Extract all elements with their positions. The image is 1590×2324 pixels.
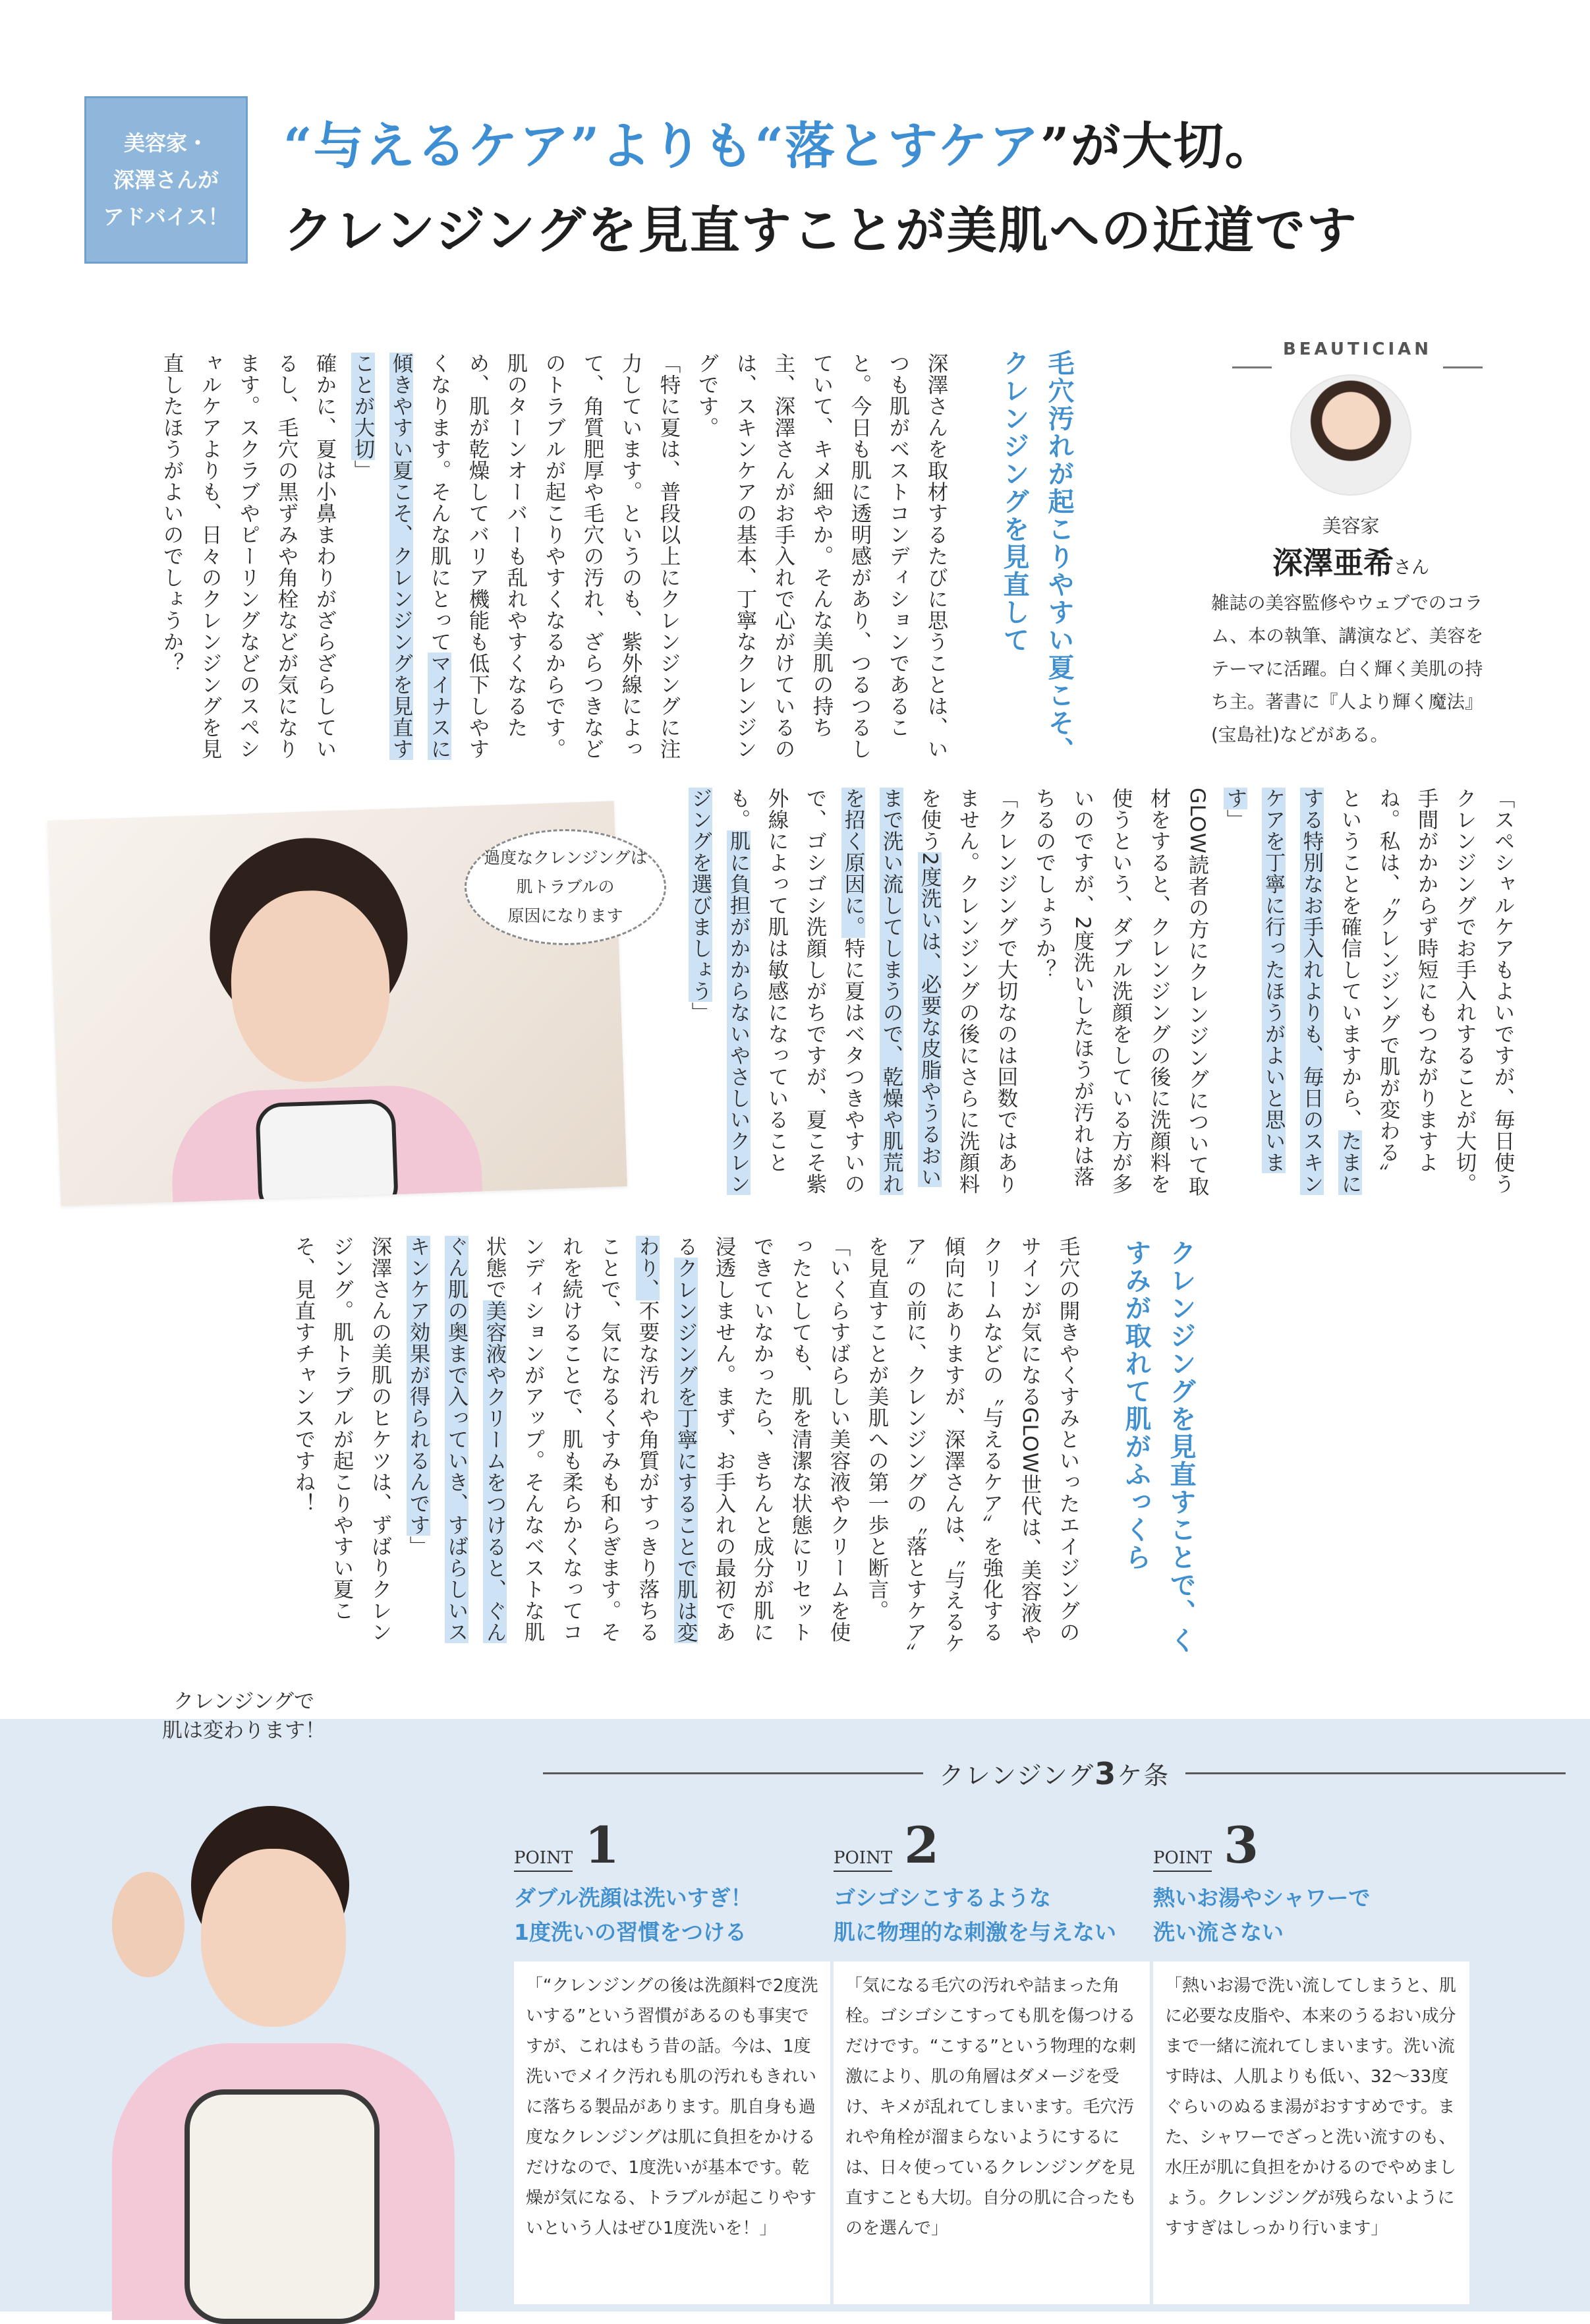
profile-photo (1290, 374, 1411, 496)
advisor-badge (84, 96, 248, 264)
ok-gesture-photo (86, 1780, 468, 2311)
text-run: 」 (689, 1002, 712, 1024)
highlight: たまにする特別なお手入れよりも、毎日のスキンケアを丁寧に行ったほうがよいと思います (1224, 788, 1362, 1195)
photo-hand (112, 1872, 185, 1977)
badge-line: アドバイス！ (103, 204, 229, 229)
section2-body (86, 1236, 1087, 1658)
text-run: 」 (407, 1536, 430, 1557)
point-body: 「熱いお湯で洗い流してしまうと、肌に必要な皮脂や、本来のうるおい成分まで一緒に流れてしまいます。洗い流す時は、人肌よりも低い、32〜33度ぐらいのぬるま湯がおすすめです。また、シャワーでざっと洗い流すのも、水圧が肌に負担をかけるのでやめましょう。クレンジングが残らないようにすすぎはしっかり行います」 (1153, 1961, 1469, 2304)
point-heading-line: ゴシゴシこするような (834, 1885, 1051, 1911)
highlight: クレンジングを丁寧にすることで肌は変わり、 (636, 1236, 698, 1643)
highlight: 2度洗いは、必要な皮脂やうるおいまで洗い流してしまうので、乾燥や肌荒れを招く原因に。 (841, 788, 942, 1195)
headline-quote: “ (754, 117, 785, 175)
headline-line-2: クレンジングを見直すことが美肌への近道です (283, 201, 1358, 260)
rules-title (527, 1747, 1581, 1799)
text-run: 不要な汚れや角質がすっきり落ちることで、気になるくすみも和らぎます。それを続けることで、肌も柔らかくなってコンディションがアップ。そんなベストな肌状態で (483, 1236, 660, 1643)
paragraph (681, 788, 1025, 1203)
paragraph (399, 1236, 858, 1658)
paragraph: 深澤さんを取材するたびに思うことは、いつも肌がベストコンディションであること。今日も肌に透明感があり、つるつるしていて、キメ細やか。そんな美肌の持ち主、深澤さんがお手入れで心がけているのは、スキンケアの基本、丁寧なクレンジングです。 (695, 353, 948, 760)
section1-body-upper (72, 353, 955, 761)
point-word: POINT (1153, 1848, 1212, 1872)
headline-phrase-removing-care: 落とすケア (785, 117, 1040, 175)
profile-bio: 雑誌の美容監修やウェブでのコラム、本の執筆、講演など、美容をテーマに活躍。白く輝く美肌の持ち主。著書に『人より輝く魔法』(宝島社)などがある。 (1211, 593, 1484, 745)
photo-print (255, 1099, 399, 1206)
headline-tail: ”が大切。 (1040, 117, 1276, 175)
rules-title-text (939, 1755, 1170, 1791)
point-number: 1 (584, 1816, 620, 1874)
profile-name (1212, 539, 1489, 583)
divider (1443, 366, 1483, 368)
point-label (834, 1816, 1150, 1874)
point-2 (834, 1816, 1150, 2304)
point-number: 2 (904, 1816, 940, 1874)
profile-role: 美容家 (1322, 515, 1380, 537)
headline-phrase-giving-care: 与えるケア (313, 117, 571, 175)
highlight: 美容液やクリームをつけると、ぐんぐん肌の奥まで入っていき、すばらしいスキンケア効果が得られるんです (407, 1236, 507, 1643)
highlight: マイナスに傾きやすい夏こそ、クレンジングを見直すことが大切 (351, 353, 451, 760)
name-text: 深澤亜希 (1272, 545, 1394, 581)
panel-speech-line: クレンジングで (173, 1690, 315, 1714)
paragraph: 確かに、夏は小鼻まわりがざらざらしているし、毛穴の黒ずみや角栓などが気になります。スクラブやピーリングなどのスペシャルケアよりも、日々のクレンジングを見直したほうがよいのでしょうか？ (160, 353, 337, 760)
badge-line: 美容家・ (123, 131, 208, 156)
rules-title-a: クレンジング (938, 1760, 1095, 1790)
text-run: 「特に夏は、普段以上にクレンジングに注力しています。というのも、紫外線によって、角質肥厚や毛穴の汚れ、ざらつきなどのトラブルが起こりやすくなるからです。肌のターンオーバーも乱れやすくなるため、肌が乾燥してバリア機能も低下しやすくなります。そんな肌にとって (428, 353, 681, 760)
point-number: 3 (1224, 1816, 1259, 1874)
point-heading-line: 洗い流さない (1153, 1919, 1284, 1945)
point-label (514, 1816, 830, 1874)
point-label (1153, 1816, 1469, 1874)
point-3 (1153, 1816, 1469, 2304)
divider (1232, 366, 1272, 368)
text-run: 「スペシャルケアもよいですが、毎日使うクレンジングでお手入れすることが大切。手間がかからず時短にもつながりますよね。私は、〝クレンジングで肌が変わる〟ということを確信していますから、 (1338, 788, 1515, 1195)
text-run: 「いくらすばらしい美容液やクリームを使ったとしても、肌を清潔な状態にリセットできていなかったら、きちんと成分が肌に浸透しません。まず、お手入れの最初である (674, 1236, 851, 1643)
section1-body-lower (689, 788, 1522, 1203)
headline-quote: ”よりも (570, 117, 755, 175)
text-run: 」 (351, 459, 375, 481)
rules-title-num: 3 (1094, 1755, 1118, 1791)
point-heading (514, 1881, 830, 1950)
point-word: POINT (834, 1848, 892, 1872)
paragraph: 深澤さんの美肌のヒケツは、ずばりクレンジング。肌トラブルが起こりやすい夏こそ、見直すチャンスですね！ (292, 1236, 392, 1643)
beautician-label: BEAUTICIAN (1282, 339, 1433, 359)
headline-quote: “ (283, 117, 314, 175)
point-body: 「気になる毛穴の汚れや詰まった角栓。ゴシゴシこすっても肌を傷つけるだけです。“こする”という物理的な刺激により、肌の角層はダメージを受け、キメが乱れてしまいます。毛穴汚れや角栓が溜まらないようにするには、日々使っているクレンジングを見直すことも大切。自分の肌に合ったものを選んで」 (834, 1961, 1150, 2304)
panel-speech-line: 肌は変わります！ (162, 1719, 326, 1743)
point-1 (514, 1816, 830, 2304)
section1-title: 毛穴汚れが起こりやすい夏こそ、クレンジングを見直して (999, 349, 1074, 765)
paragraph: GLOW読者の方にクレンジングについて取材をすると、クレンジングの後に洗顔料を使うという、ダブル洗顔をしている方が多いのですが、2度洗いしたほうが汚れは落ちるのでしょうか？ (1033, 788, 1209, 1197)
text-run: 特に夏はベタつきやすいので、ゴシゴシ洗顔しがちですが、夏こそ紫外線によって肌は敏感になっていることも。 (727, 788, 865, 1195)
bubble-line: 過度なクレンジングは (484, 848, 647, 867)
headline (283, 104, 1548, 273)
point-heading-line: ダブル洗顔は洗いすぎ！ (514, 1885, 752, 1911)
paragraph (1216, 788, 1522, 1203)
point-heading (1153, 1881, 1469, 1950)
bubble-line: 肌トラブルの (516, 877, 615, 896)
point-heading-line: 肌に物理的な刺激を与えない (834, 1919, 1116, 1945)
point-body: 「“クレンジングの後は洗顔料で2度洗いする”という習慣があるのも事実ですが、これはもう昔の話。今は、1度洗いでメイク汚れも肌の汚れもきれいに落ちる製品があります。肌自身も過度なクレンジングは肌に負担をかけるだけなので、1度洗いが基本です。乾燥が気になる、トラブルが起こりやすいという人はぜひ1度洗いを！」 (514, 1961, 830, 2304)
name-honorific: さん (1394, 558, 1429, 578)
highlight: 肌に負担がかからないやさしいクレンジングを選びましょう (689, 788, 751, 1195)
point-heading-line: 熱いお湯やシャワーで (1153, 1885, 1371, 1911)
photo-face (201, 1849, 346, 2027)
headline-line-1 (283, 104, 1548, 189)
badge-line: 深澤さんが (113, 167, 219, 192)
point-word: POINT (514, 1848, 573, 1872)
bubble-line: 原因になります (507, 906, 623, 925)
paragraph (344, 353, 688, 761)
photo-print (185, 2089, 380, 2324)
panel-speech (152, 1687, 336, 1745)
section2-title: クレンジングを見直すことで、くすみが取れて肌がふっくら (1121, 1239, 1196, 1654)
point-heading-line: 1度洗いの習慣をつける (514, 1919, 747, 1945)
text-run: 」 (1224, 809, 1247, 830)
speech-bubble (465, 829, 666, 945)
text-run: 「クレンジングで大切なのは回数ではありません。クレンジングの後にさらに洗顔料を使う (918, 788, 1018, 1195)
paragraph: 毛穴の開きやくすみといったエイジングのサインが気になるGLOW世代は、美容液やクリームなどの〝与えるケア〟を強化する傾向にありますが、深澤さんは、〝与えるケア〟の前に、クレンジングの〝落とすケア〟を見直すことが美肌への第一歩と断言。 (865, 1236, 1080, 1654)
point-heading (834, 1881, 1150, 1950)
rules-title-b: ケ条 (1117, 1760, 1170, 1790)
